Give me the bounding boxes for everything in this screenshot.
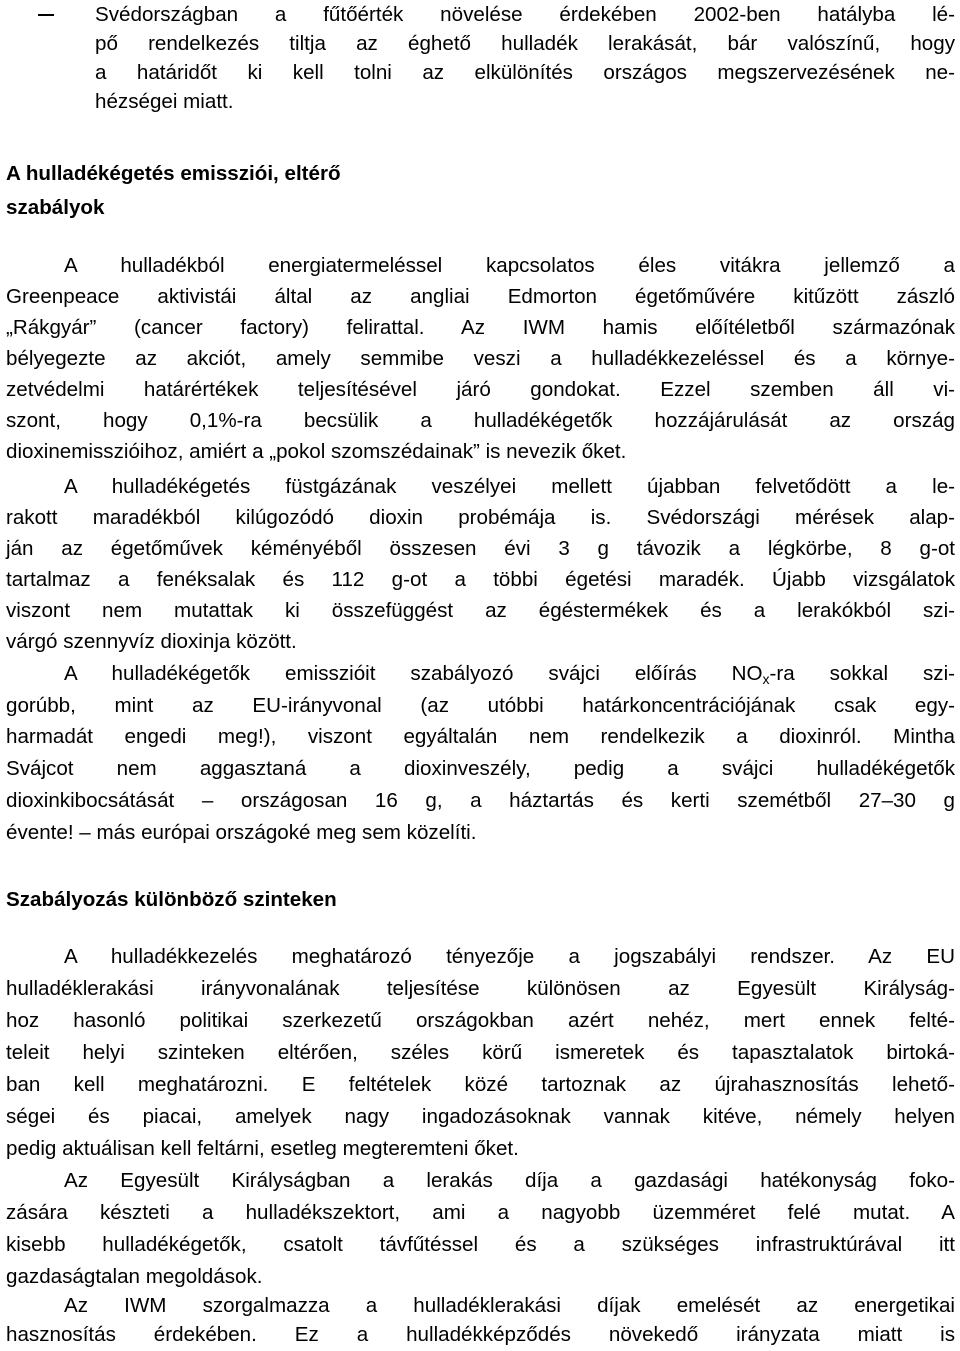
paragraph-line: tartalmaz a fenéksalak és 112 g-ot a többi égetési maradék. Újabb vizsgálatok [6, 568, 955, 591]
paragraph-line: ségei és piacai, amelyek nagy ingadozásoknak vannak kitéve, némely helyen [6, 1105, 955, 1128]
paragraph-line: ban kell meghatározni. E feltételek közé tartoznak az újrahasznosítás lehető- [6, 1073, 955, 1096]
nox-subscript: x [762, 671, 770, 687]
paragraph-line: Az Egyesült Királyságban a lerakás díja a gazdasági hatékonyság foko- [64, 1169, 955, 1192]
paragraph-line: A hulladékkezelés meghatározó tényezője a jogszabályi rendszer. Az EU [64, 945, 955, 968]
paragraph-line: szont, hogy 0,1%-ra becsülik a hulladékégetők hozzájárulását az ország [6, 409, 955, 432]
paragraph-line [64, 659, 955, 688]
paragraph-line: rakott maradékból kilúgozódó dioxin probémája is. Svédországi mérések alap- [6, 506, 955, 529]
paragraph-line: gorúbb, mint az EU-irányvonal (az utóbbi határkoncentrációjának csak egy- [6, 694, 955, 717]
paragraph-line: dioxinkibocsátását – országosan 16 g, a háztartás és kerti szemétből 27–30 g [6, 789, 955, 812]
paragraph-line: zására készteti a hulladékszektort, ami a nagyobb üzemméret felé mutat. A [6, 1201, 955, 1224]
paragraph-line: hulladéklerakási irányvonalának teljesítése különösen az Egyesült Királyság- [6, 977, 955, 1000]
nox-text-before: A hulladékégetők emisszióit szabályozó svájci előírás NO [64, 662, 763, 685]
paragraph-line: harmadát engedi meg!), viszont egyáltalán nem rendelkezik a dioxinról. Mintha [6, 725, 955, 748]
paragraph-line: hoz hasonló politikai szerkezetű országokban azért nehéz, mert ennek felté- [6, 1009, 955, 1032]
section-heading: Szabályozás különböző szinteken [6, 888, 337, 911]
paragraph-line: gazdaságtalan megoldások. [6, 1265, 263, 1288]
bullet-line: Svédországban a fűtőérték növelése érdekében 2002-ben hatályba lé- [95, 3, 955, 26]
paragraph-line: bélyegezte az akciót, amely semmibe veszi a hulladékkezeléssel és a környe- [6, 347, 955, 370]
paragraph-line: teleit helyi szinteken eltérően, széles körű ismeretek és tapasztalatok birtoká- [6, 1041, 955, 1064]
paragraph-line: Az IWM szorgalmazza a hulladéklerakási díjak emelését az energetikai [64, 1294, 955, 1317]
bullet-line: hézségei miatt. [95, 90, 234, 113]
bullet-line: pő rendelkezés tiltja az éghető hulladék lerakását, bár valószínű, hogy [95, 32, 955, 55]
paragraph-line: Svájcot nem aggasztaná a dioxinveszély, pedig a svájci hulladékégetők [6, 757, 955, 780]
heading-line: szabályok [6, 196, 105, 219]
paragraph-line: kisebb hulladékégetők, csatolt távfűtéssel és a szükséges infrastruktúrával itt [6, 1233, 955, 1256]
paragraph-line: A hulladékból energiatermeléssel kapcsolatos éles vitákra jellemző a [64, 254, 955, 277]
paragraph-line: A hulladékégetés füstgázának veszélyei mellett újabban felvetődött a le- [64, 475, 955, 498]
heading-line: A hulladékégetés emissziói, eltérő [6, 162, 341, 185]
paragraph-line: évente! – más európai országoké meg sem közelíti. [6, 821, 477, 844]
paragraph-line: Greenpeace aktivistái által az angliai Edmorton égetőművére kitűzött zászló [6, 285, 955, 308]
paragraph-line: várgó szennyvíz dioxinja között. [6, 630, 297, 653]
paragraph-line: pedig aktuálisan kell feltárni, esetleg megteremteni őket. [6, 1137, 519, 1160]
paragraph-line: „Rákgyár” (cancer factory) felirattal. Az IWM hamis előítéletből származónak [6, 316, 955, 339]
bullet-line: a határidőt ki kell tolni az elkülönítés országos megszervezésének ne- [95, 61, 955, 84]
paragraph-line: ján az égetőművek kéményéből összesen évi 3 g távozik a légkörbe, 8 g-ot [6, 537, 955, 560]
paragraph-line: hasznosítás érdekében. Ez a hulladékképződés növekedő irányzata miatt is [6, 1323, 955, 1346]
paragraph-line: zetvédelmi határértékek teljesítésével járó gondokat. Ezzel szemben áll vi- [6, 378, 955, 401]
paragraph-line: dioxinemisszióihoz, amiért a „pokol szomszédainak” is nevezik őket. [6, 440, 627, 463]
dash-bullet-icon [38, 14, 54, 16]
paragraph-line: viszont nem mutattak ki összefüggést az égéstermékek és a lerakókból szi- [6, 599, 955, 622]
nox-text-after: -ra sokkal szi- [769, 662, 955, 685]
